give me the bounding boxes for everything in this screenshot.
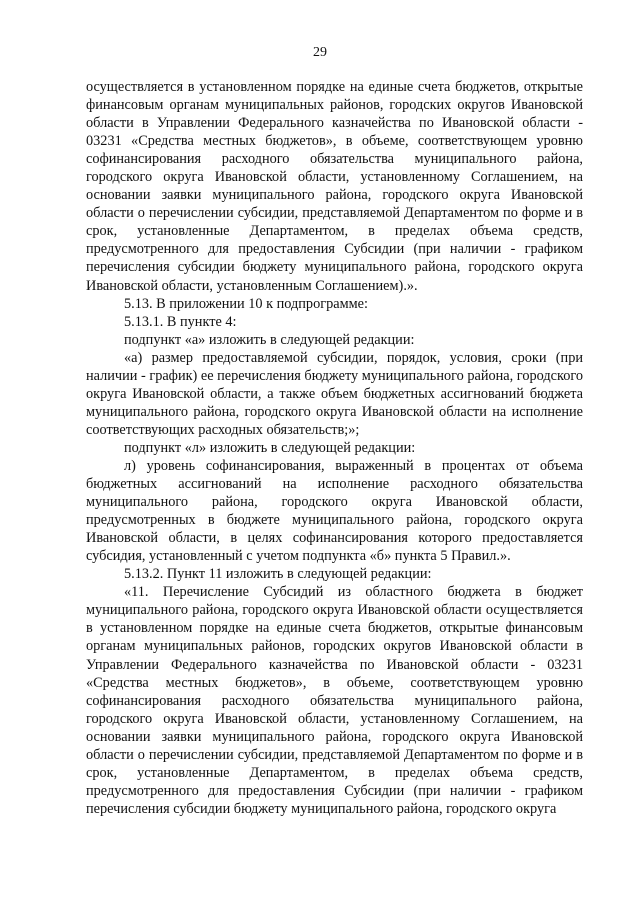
paragraph-subpoint-a-text: «а) размер предоставляемой субсидии, порядок, условия, сроки (при наличии - график) ее перечисления бюджету муниципального района, городского округа Ивановской области, а также объем бюджетных ассигнований бюджета муниципального района, городского округа Ивановской области на исполнение соответствующих расходных обязательств;»; [86, 349, 583, 438]
paragraph-subpoint-a-intro: подпункт «а» изложить в следующей редакции: [124, 331, 415, 348]
page-number: 29 [313, 45, 327, 60]
paragraph-subpoint-l-text: л) уровень софинансирования, выраженный в процентах от объема бюджетных ассигнований на исполнение расходного обязательства муниципального района, городского округа Ивановской области, предусмотренных в бюджете муниципального района, городского округа Ивановской области, в целях софинансирования которого предоставляется субсидия, установленный с учетом подпункта «б» пункта 5 Правил.». [86, 457, 583, 565]
paragraph-continuation: осуществляется в установленном порядке на единые счета бюджетов, открытые финансовым органам муниципальных районов, городских округов Ивановской области в Управлении Федерального казначейства по Ивановской области - 03231 «Средства местных бюджетов», в объеме, соответствующем уровню софинансирования расходного обязательства муниципального района, городского округа Ивановской области, установленному Соглашением, на основании заявки муниципального района, городского округа Ивановской области о перечислении субсидии, представляемой Департаментом по форме и в срок, установленные Департаментом, в пределах объема средств, предусмотренного для предоставления Субсидии (при наличии - графиком перечисления субсидии бюджету муниципального района, городского округа Ивановской области, установленным Соглашением).». [86, 79, 583, 294]
paragraph-5-13: 5.13. В приложении 10 к подпрограмме: [124, 295, 368, 312]
paragraph-subpoint-l-intro: подпункт «л» изложить в следующей редакции: [124, 439, 416, 456]
paragraph-point-11-text: «11. Перечисление Субсидий из областного бюджета в бюджет муниципального района, городского округа Ивановской области осуществляется в установленном порядке на единые счета бюджетов, открытые финансовым органам муниципальных районов, городских округов Ивановской области в Управлении Федерального казначейства по Ивановской области - 03231 «Средства местных бюджетов», в объеме, соответствующем уровню софинансирования расходного обязательства муниципального района, городского округа Ивановской области, установленному Соглашением, на основании заявки муниципального района, городского округа Ивановской области о перечислении субсидии, представляемой Департаментом по форме и в срок, установленные Департаментом, в пределах объема средств, предусмотренного для предоставления Субсидии (при наличии - графиком перечисления субсидии бюджету муниципального района, городского округа [86, 584, 583, 817]
document-body [86, 78, 583, 818]
paragraph-5-13-2: 5.13.2. Пункт 11 изложить в следующей редакции: [124, 566, 432, 583]
paragraph-5-13-1: 5.13.1. В пункте 4: [124, 313, 237, 330]
